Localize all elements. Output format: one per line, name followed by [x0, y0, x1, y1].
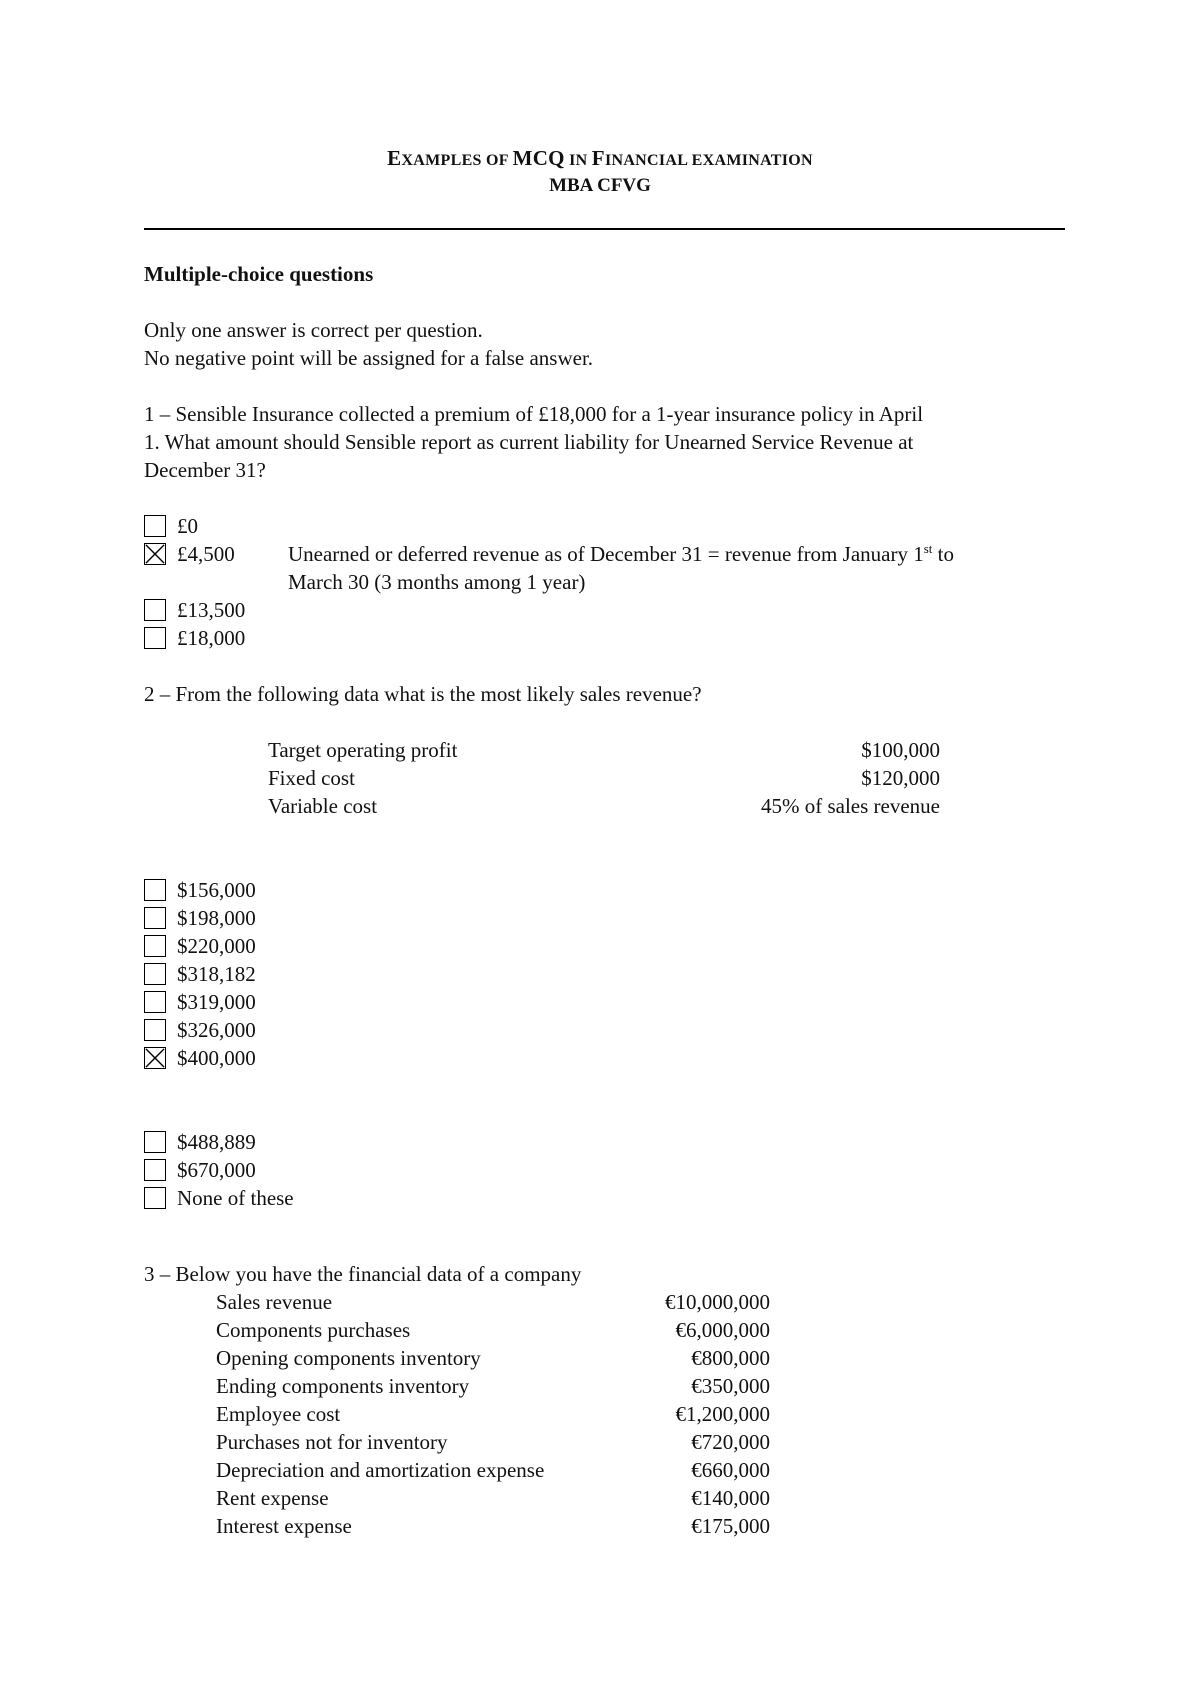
option-label: $198,000	[177, 906, 256, 930]
data-value: 45% of sales revenue	[760, 794, 940, 818]
data-label: Components purchases	[216, 1318, 411, 1342]
instruction-line: No negative point will be assigned for a false answer.	[144, 346, 594, 370]
option-label: $156,000	[177, 878, 256, 902]
option-label: $488,889	[177, 1130, 256, 1154]
option-label: $318,182	[177, 962, 256, 986]
q1-explanation-sup: st	[923, 541, 933, 556]
document-title	[0, 144, 1200, 175]
data-value: €1,200,000	[675, 1402, 770, 1426]
q1-explanation-tail: to	[932, 542, 954, 566]
checkbox[interactable]	[144, 879, 166, 901]
data-label: Interest expense	[216, 1514, 352, 1538]
data-value: €140,000	[691, 1486, 770, 1510]
header-rule	[144, 228, 1065, 230]
data-value: $120,000	[861, 766, 940, 790]
data-value: €10,000,000	[665, 1290, 770, 1314]
option-label: $326,000	[177, 1018, 256, 1042]
q1-explanation-text: Unearned or deferred revenue as of December 31 = revenue from January 1	[288, 542, 924, 566]
title-part: XAMPLES OF	[401, 152, 513, 169]
data-label: Ending components inventory	[216, 1374, 470, 1398]
option-label: £4,500	[177, 542, 235, 566]
checkbox[interactable]	[144, 515, 166, 537]
title-part: E	[387, 146, 402, 170]
data-value: €660,000	[691, 1458, 770, 1482]
checkbox[interactable]	[144, 935, 166, 957]
cross-mark-icon	[145, 544, 165, 564]
q1-text-line: 1 – Sensible Insurance collected a premium of £18,000 for a 1-year insurance policy in April	[144, 402, 924, 426]
q1-explanation	[288, 540, 954, 568]
checkbox-checked[interactable]	[144, 543, 166, 565]
q1-explanation-line2: March 30 (3 months among 1 year)	[288, 570, 586, 594]
checkbox[interactable]	[144, 599, 166, 621]
checkbox[interactable]	[144, 1159, 166, 1181]
q1-text-line: December 31?	[144, 458, 266, 482]
data-label: Purchases not for inventory	[216, 1430, 448, 1454]
checkbox[interactable]	[144, 627, 166, 649]
option-label: $220,000	[177, 934, 256, 958]
option-label: $400,000	[177, 1046, 256, 1070]
title-part: INANCIAL EXAMINATION	[604, 152, 813, 169]
data-label: Target operating profit	[268, 738, 458, 762]
data-label: Depreciation and amortization expense	[216, 1458, 545, 1482]
data-value: €800,000	[691, 1346, 770, 1370]
q3-question: 3 – Below you have the financial data of a company	[144, 1262, 582, 1286]
checkbox-checked[interactable]	[144, 1047, 166, 1069]
data-value: €175,000	[691, 1514, 770, 1538]
data-label: Variable cost	[268, 794, 378, 818]
option-label: $319,000	[177, 990, 256, 1014]
data-value: €350,000	[691, 1374, 770, 1398]
q1-text-line: 1. What amount should Sensible report as current liability for Unearned Service Revenue at	[144, 430, 914, 454]
instruction-line: Only one answer is correct per question.	[144, 318, 483, 342]
option-label: £13,500	[177, 598, 246, 622]
data-label: Fixed cost	[268, 766, 355, 790]
data-value: $100,000	[861, 738, 940, 762]
document-subtitle: MBA CFVG	[549, 175, 651, 196]
data-value: €720,000	[691, 1430, 770, 1454]
q2-question: 2 – From the following data what is the most likely sales revenue?	[144, 682, 702, 706]
option-label: £18,000	[177, 626, 246, 650]
data-label: Employee cost	[216, 1402, 341, 1426]
option-label: $670,000	[177, 1158, 256, 1182]
checkbox[interactable]	[144, 963, 166, 985]
title-part: IN	[564, 152, 592, 169]
checkbox[interactable]	[144, 1131, 166, 1153]
data-label: Rent expense	[216, 1486, 329, 1510]
data-label: Opening components inventory	[216, 1346, 481, 1370]
checkbox[interactable]	[144, 991, 166, 1013]
checkbox[interactable]	[144, 907, 166, 929]
option-label: None of these	[177, 1186, 294, 1210]
data-value: €6,000,000	[675, 1318, 770, 1342]
cross-mark-icon	[145, 1048, 165, 1068]
checkbox[interactable]	[144, 1187, 166, 1209]
title-part: MCQ	[512, 146, 565, 170]
title-part: F	[591, 146, 605, 170]
option-label: £0	[177, 514, 198, 538]
checkbox[interactable]	[144, 1019, 166, 1041]
section-heading: Multiple-choice questions	[144, 262, 374, 286]
data-label: Sales revenue	[216, 1290, 333, 1314]
